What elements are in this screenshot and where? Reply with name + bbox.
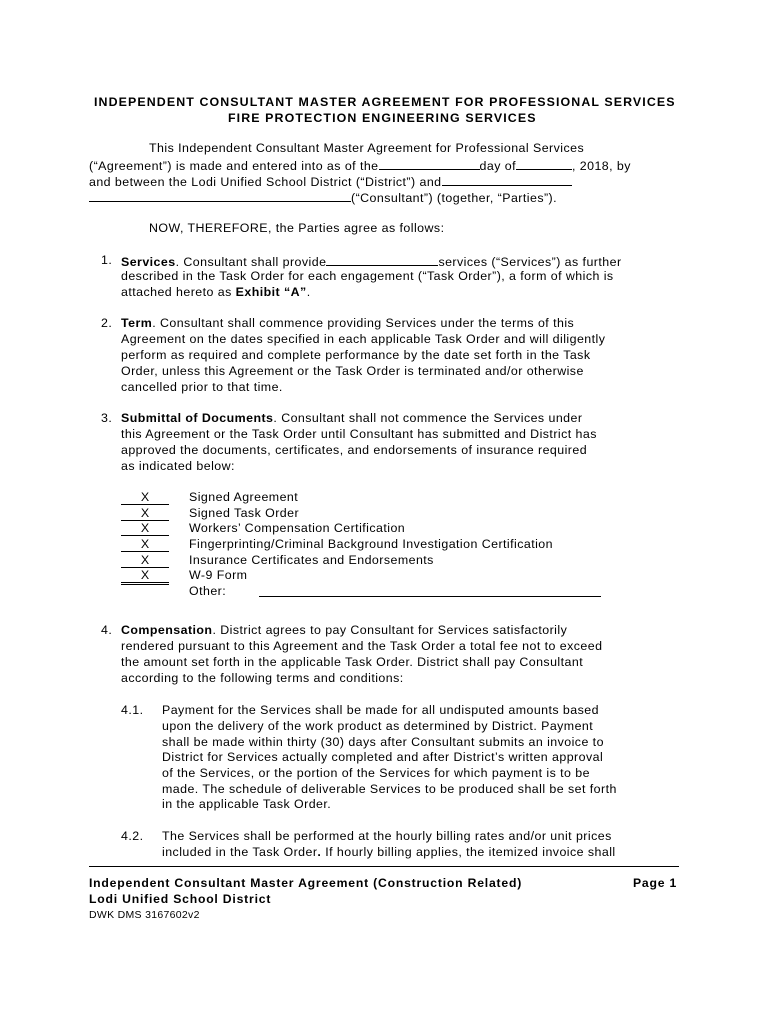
subsection-4-1-line: upon the delivery of the work product as determined by District. Payment	[162, 719, 594, 733]
checklist-label: Signed Agreement	[189, 490, 299, 504]
section-1-text-d: .	[306, 285, 311, 299]
section-1-line-3	[121, 285, 311, 301]
checklist-mark[interactable]	[121, 584, 169, 585]
document-id: DWK DMS 3167602v2	[89, 909, 200, 921]
page-number: Page 1	[633, 876, 678, 890]
now-therefore: NOW, THEREFORE, the Parties agree as follows:	[149, 221, 445, 235]
checklist-label: Fingerprinting/Criminal Background Investigation Certification	[189, 537, 553, 551]
intro-text-e: (“Consultant”) (together, “Parties”).	[351, 191, 558, 205]
consultant-name-blank-2[interactable]	[89, 189, 351, 202]
section-2-line-4: Order, unless this Agreement or the Task Order is terminated and/or otherwise	[121, 364, 584, 378]
intro-line-1: This Independent Consultant Master Agreement for Professional Services	[149, 141, 585, 155]
checklist-mark[interactable]: X	[121, 568, 169, 583]
checklist-label: Signed Task Order	[189, 506, 300, 520]
section-4-line-1	[121, 623, 567, 639]
subsection-4-1-line: made. The schedule of deliverable Services to be produced shall be set forth	[162, 782, 617, 796]
intro-line-4	[89, 189, 557, 207]
title-line-2: FIRE PROTECTION ENGINEERING SERVICES	[228, 111, 537, 125]
section-1-text-a: . Consultant shall provide	[175, 255, 327, 269]
section-2-line-2: Agreement on the dates specified in each applicable Task Order and will diligently	[121, 332, 606, 346]
subsection-4-1-number: 4.1.	[121, 703, 144, 717]
checklist-mark[interactable]: X	[121, 553, 169, 568]
date-day-blank[interactable]	[379, 157, 480, 170]
section-3-line-1	[121, 411, 582, 427]
section-1-heading: Services	[121, 255, 176, 269]
section-3-number: 3.	[101, 411, 113, 425]
section-2-line-3: perform as required and complete performance by the date set forth in the Task	[121, 348, 591, 362]
section-1-text-b: services (“Services”) as further	[438, 255, 622, 269]
section-4-line-4: according to the following terms and conditions:	[121, 671, 404, 685]
section-3-line-3: approved the documents, certificates, and endorsements of insurance required	[121, 443, 588, 457]
section-3-heading: Submittal of Documents	[121, 411, 274, 425]
intro-text-b: day of	[479, 159, 516, 173]
services-blank[interactable]	[326, 253, 438, 266]
exhibit-a-reference: Exhibit “A”	[235, 285, 307, 299]
checklist-label: Workers’ Compensation Certification	[189, 521, 406, 535]
section-2-line-1	[121, 316, 574, 332]
date-month-blank[interactable]	[516, 157, 572, 170]
section-3-line-2: this Agreement or the Task Order until Consultant has submitted and District has	[121, 427, 597, 441]
section-1-line-2: described in the Task Order for each engagement (“Task Order”), a form of which is	[121, 269, 614, 283]
checklist-mark[interactable]: X	[121, 490, 169, 505]
checklist-label: Insurance Certificates and Endorsements	[189, 553, 434, 567]
checklist-mark[interactable]: X	[121, 521, 169, 536]
section-2-number: 2.	[101, 316, 113, 330]
other-blank[interactable]	[259, 596, 601, 597]
section-4-number: 4.	[101, 623, 113, 637]
subsection-4-2-number: 4.2.	[121, 829, 144, 843]
section-1-number: 1.	[101, 253, 113, 267]
section-2-heading: Term	[121, 316, 153, 330]
section-4-line-2: rendered pursuant to this Agreement and the Task Order a total fee not to exceed	[121, 639, 603, 653]
footer-divider	[89, 866, 679, 867]
subsection-4-1-line: District for Services actually completed and after District’s written approval	[162, 750, 604, 764]
section-1-text-c: attached hereto as	[121, 285, 236, 299]
subsection-4-1-line: Payment for the Services shall be made for all undisputed amounts based	[162, 703, 599, 717]
subsection-4-2-line-1: The Services shall be performed at the hourly billing rates and/or unit prices	[162, 829, 612, 843]
subsection-4-2-period: .	[317, 845, 322, 859]
section-3-line-4: as indicated below:	[121, 459, 235, 473]
subsection-4-2-text-a: included in the Task Order	[162, 845, 318, 859]
title-line-1: INDEPENDENT CONSULTANT MASTER AGREEMENT FOR PROFESSIONAL SERVICES	[94, 95, 676, 109]
checklist-mark[interactable]: X	[121, 537, 169, 552]
subsection-4-1-line: of the Services, or the portion of the Services for which payment is to be	[162, 766, 590, 780]
section-4-heading: Compensation	[121, 623, 213, 637]
section-2-line-5: cancelled prior to that time.	[121, 380, 283, 394]
subsection-4-1-line: shall be made within thirty (30) days after Consultant submits an invoice to	[162, 735, 604, 749]
section-4-line-3: the amount set forth in the applicable Task Order. District shall pay Consultant	[121, 655, 584, 669]
section-2-text: . Consultant shall commence providing Services under the terms of this	[152, 316, 575, 330]
subsection-4-2-text-b: If hourly billing applies, the itemized invoice shall	[321, 845, 616, 859]
intro-text-a: (“Agreement”) is made and entered into as of the	[89, 159, 379, 173]
checklist-label: W-9 Form	[189, 568, 248, 582]
footer-district: Lodi Unified School District	[89, 892, 272, 906]
section-4-text: . District agrees to pay Consultant for Services satisfactorily	[212, 623, 568, 637]
intro-text-c: , 2018, by	[572, 159, 631, 173]
footer-title: Independent Consultant Master Agreement (Construction Related)	[89, 876, 523, 890]
consultant-name-blank-1[interactable]	[442, 173, 572, 186]
checklist-mark[interactable]: X	[121, 506, 169, 521]
subsection-4-1-line: in the applicable Task Order.	[162, 797, 332, 811]
checklist-label: Other:	[189, 584, 227, 598]
section-3-text: . Consultant shall not commence the Services under	[273, 411, 583, 425]
intro-text-d: and between the Lodi Unified School District (“District”) and	[89, 175, 442, 189]
subsection-4-2-line-2	[162, 845, 616, 861]
